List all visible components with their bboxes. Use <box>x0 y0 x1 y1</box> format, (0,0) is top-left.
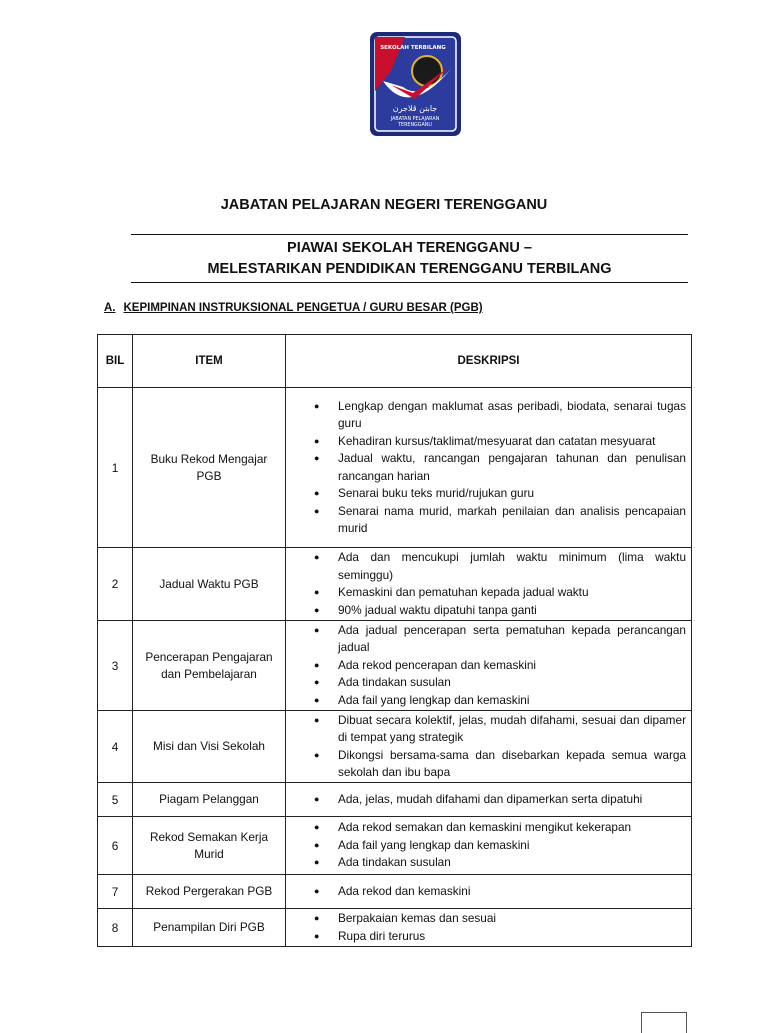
section-heading <box>104 302 483 314</box>
bullet-icon: ● <box>314 839 320 850</box>
row-item: Rekod Semakan Kerja Murid <box>133 817 286 875</box>
section-letter: A. <box>104 302 116 314</box>
document-title-line1: PIAWAI SEKOLAH TERENGGANU – <box>287 240 532 256</box>
bullet-icon: ● <box>314 659 320 670</box>
bullet-icon: ● <box>314 435 320 446</box>
row-item: Jadual Waktu PGB <box>133 548 286 621</box>
bullet-icon: ● <box>314 677 320 688</box>
description-bullet: ● Ada jadual pencerapan serta pematuhan kepada perancangan jadual <box>314 622 686 655</box>
row-item: Penampilan Diri PGB <box>133 909 286 947</box>
bullet-icon: ● <box>314 488 320 498</box>
logo-arc-text: SEKOLAH TERBILANG <box>380 45 446 51</box>
description-bullet: ● Rupa diri terurus <box>314 928 686 946</box>
description-bullet: ● Kemaskini dan pematuhan kepada jadual waktu <box>314 584 686 602</box>
row-number: 1 <box>98 388 133 548</box>
bullet-icon: ● <box>314 793 320 804</box>
bullet-icon: ● <box>314 552 320 562</box>
organization-title: JABATAN PELAJARAN NEGERI TERENGGANU <box>220 197 548 213</box>
table-row <box>98 388 692 548</box>
row-item: Rekod Pergerakan PGB <box>133 875 286 909</box>
column-header-deskripsi: DESKRIPSI <box>286 335 692 388</box>
row-item: Piagam Pelanggan <box>133 783 286 817</box>
bullet-icon: ● <box>314 694 320 705</box>
jpn-terengganu-logo-icon <box>369 31 462 137</box>
description-bullet: ● Senarai nama murid, markah penilaian dan analisis pencapaian murid <box>314 503 686 535</box>
row-item: Buku Rekod Mengajar PGB <box>133 388 286 548</box>
bullet-icon: ● <box>314 505 320 516</box>
row-number: 2 <box>98 548 133 621</box>
description-bullet: ● Ada, jelas, mudah difahami dan dipamerkan serta dipatuhi <box>314 791 686 809</box>
document-title-line2: MELESTARIKAN PENDIDIKAN TERENGGANU TERBILANG <box>207 261 612 277</box>
bullet-icon: ● <box>314 400 320 411</box>
bullet-icon: ● <box>314 822 320 833</box>
bullet-icon: ● <box>314 857 320 868</box>
document-title <box>131 238 688 280</box>
row-description <box>286 548 692 621</box>
row-description <box>286 909 692 947</box>
bullet-icon: ● <box>314 624 320 635</box>
bullet-icon: ● <box>314 587 320 597</box>
row-item: Pencerapan Pengajaran dan Pembelajaran <box>133 621 286 711</box>
row-description <box>286 875 692 909</box>
bullet-icon: ● <box>314 913 320 923</box>
logo-script-text: جابتن ڤلاجرن <box>392 104 438 113</box>
row-description <box>286 621 692 711</box>
bullet-icon: ● <box>314 749 320 760</box>
table-row <box>98 783 692 817</box>
row-number: 7 <box>98 875 133 909</box>
row-number: 8 <box>98 909 133 947</box>
column-header-bil: BIL <box>98 335 133 388</box>
description-bullet: ● Ada fail yang lengkap dan kemaskini <box>314 692 686 710</box>
description-bullet: ● Ada rekod semakan dan kemaskini mengikut kekerapan <box>314 819 686 837</box>
description-bullet: ● Ada dan mencukupi jumlah waktu minimum (lima waktu seminggu) <box>314 550 686 582</box>
table-row <box>98 909 692 947</box>
row-description <box>286 817 692 875</box>
description-bullet: ● Senarai buku teks murid/rujukan guru <box>314 485 686 503</box>
bullet-icon: ● <box>314 714 320 725</box>
logo-caption-line2: TERENGGANU <box>398 123 432 128</box>
row-item: Misi dan Visi Sekolah <box>133 711 286 783</box>
title-top-rule <box>131 234 688 235</box>
description-bullet: ● Jadual waktu, rancangan pengajaran tahunan dan penulisan rancangan harian <box>314 451 686 483</box>
description-bullet: ● Lengkap dengan maklumat asas peribadi, biodata, senarai tugas guru <box>314 398 686 430</box>
description-bullet: ● Ada fail yang lengkap dan kemaskini <box>314 837 686 855</box>
bullet-icon: ● <box>314 930 320 941</box>
table-header-row <box>98 335 692 388</box>
description-bullet: ● Ada rekod dan kemaskini <box>314 883 686 901</box>
bullet-icon: ● <box>314 453 320 463</box>
section-title: KEPIMPINAN INSTRUKSIONAL PENGETUA / GURU BESAR (PGB) <box>123 302 483 314</box>
logo-caption-line1: JABATAN PELAJARAN <box>390 117 440 122</box>
description-bullet: ● Dikongsi bersama-sama dan disebarkan kepada semua warga sekolah dan ibu bapa <box>314 747 686 779</box>
description-bullet: ● Ada tindakan susulan <box>314 674 686 692</box>
description-bullet: ● Ada rekod pencerapan dan kemaskini <box>314 657 686 675</box>
row-description <box>286 783 692 817</box>
row-number: 6 <box>98 817 133 875</box>
title-bottom-rule <box>131 282 688 283</box>
description-bullet: ● Dibuat secara kolektif, jelas, mudah difahami, sesuai dan dipamer di tempat yang strategik <box>314 712 686 744</box>
table-row <box>98 621 692 711</box>
table-row <box>98 548 692 621</box>
description-bullet: ● 90% jadual waktu dipatuhi tanpa ganti <box>314 602 686 620</box>
column-header-item: ITEM <box>133 335 286 388</box>
table-row <box>98 817 692 875</box>
row-description <box>286 388 692 548</box>
row-number: 4 <box>98 711 133 783</box>
table-row <box>98 875 692 909</box>
row-number: 3 <box>98 621 133 711</box>
bullet-icon: ● <box>314 604 320 615</box>
table-row <box>98 711 692 783</box>
bullet-icon: ● <box>314 885 320 896</box>
description-bullet: ● Berpakaian kemas dan sesuai <box>314 910 686 928</box>
page-number-box <box>641 1012 687 1033</box>
row-number: 5 <box>98 783 133 817</box>
row-description <box>286 711 692 783</box>
standards-table <box>97 334 692 947</box>
description-bullet: ● Kehadiran kursus/taklimat/mesyuarat dan catatan mesyuarat <box>314 433 686 451</box>
description-bullet: ● Ada tindakan susulan <box>314 854 686 872</box>
